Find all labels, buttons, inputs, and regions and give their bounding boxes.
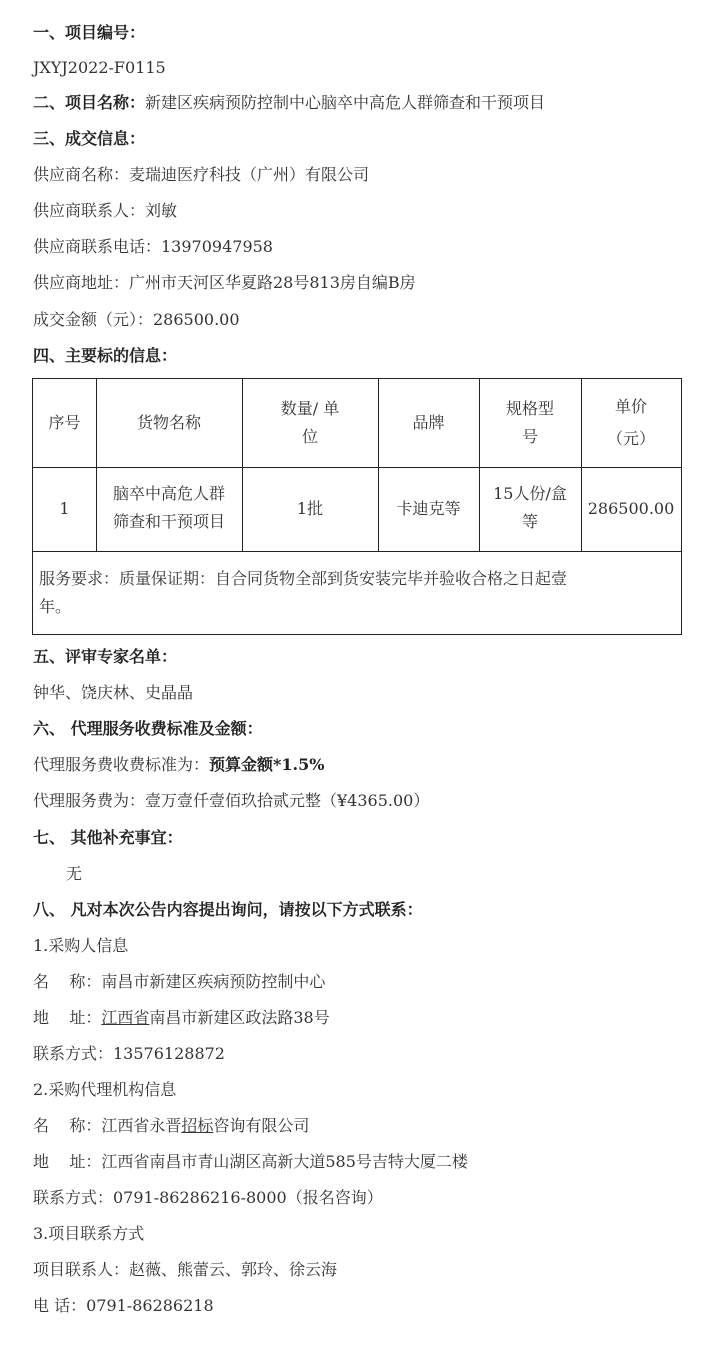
service-line2: 年。	[39, 597, 72, 616]
project-contacts: 项目联系人：赵薇、熊蕾云、郭玲、徐云海	[33, 1260, 338, 1279]
agency-address-value: 江西省南昌市青山湖区高新大道585号吉特大厦二楼	[101, 1152, 468, 1171]
header-qty	[242, 395, 378, 451]
fee-standard-label: 代理服务费收费标准为：	[33, 755, 210, 774]
supplier-name: 供应商名称：麦瑞迪医疗科技（广州）有限公司	[33, 165, 370, 184]
section-3-heading: 三、成交信息：	[33, 129, 146, 148]
fee-standard-value: 预算金额*1.5%	[209, 755, 325, 774]
purchaser-title: 1.采购人信息	[33, 936, 129, 955]
header-brand: 品牌	[412, 413, 445, 432]
agency-name-link[interactable]: 招标	[181, 1116, 214, 1135]
other-matters: 无	[66, 864, 83, 883]
section-4-heading: 四、主要标的信息：	[33, 346, 178, 365]
service-line1: 服务要求：质量保证期：自合同货物全部到货安装完毕并验收合格之日起壹	[39, 569, 568, 588]
section-5-heading: 五、评审专家名单：	[33, 647, 178, 666]
row-seq: 1	[59, 499, 70, 518]
table-divider	[33, 467, 681, 468]
section-1-heading: 一、项目编号：	[33, 23, 146, 42]
row-goods-line2: 筛查和干预项目	[112, 512, 225, 531]
project-number: JXYJ2022-F0115	[33, 58, 166, 77]
agency-name-part2: 咨询有限公司	[213, 1116, 310, 1135]
agency-name-label: 名 称：	[33, 1116, 102, 1135]
section-7-heading: 七、 其他补充事宜：	[33, 828, 183, 847]
agency-name-part1: 江西省永晋	[101, 1116, 182, 1135]
header-spec	[479, 395, 581, 451]
section-8-heading: 八、 凡对本次公告内容提出询问，请按以下方式联系：	[33, 900, 423, 919]
agency-title: 2.采购代理机构信息	[33, 1080, 177, 1099]
header-spec-line2: 号	[521, 427, 538, 446]
purchaser-name-label: 名 称：	[33, 972, 102, 991]
fee-amount: 代理服务费为：壹万壹仟壹佰玖拾贰元整（¥4365.00）	[33, 791, 430, 810]
table-divider	[378, 379, 379, 552]
header-qty-line2: 位	[301, 427, 318, 446]
fee-standard	[33, 754, 324, 776]
section-6-heading: 六、 代理服务收费标准及金额：	[33, 719, 263, 738]
agency-address-label: 地 址：	[33, 1152, 102, 1171]
header-goods: 货物名称	[136, 413, 201, 432]
row-spec	[479, 480, 581, 536]
purchaser-contact: 联系方式：13576128872	[33, 1044, 225, 1063]
row-price: 286500.00	[587, 499, 675, 518]
row-brand: 卡迪克等	[396, 499, 461, 518]
section-2-heading: 二、项目名称：	[33, 93, 146, 112]
agency-name	[33, 1115, 309, 1137]
supplier-contact: 供应商联系人：刘敏	[33, 201, 178, 220]
row-spec-line2: 等	[521, 512, 538, 531]
row-spec-line1: 15人份/盒	[493, 484, 567, 503]
supplier-phone: 供应商联系电话：13970947958	[33, 237, 273, 256]
project-name-line	[33, 92, 545, 114]
row-goods	[96, 480, 242, 536]
table-divider	[33, 551, 681, 552]
supplier-address: 供应商地址：广州市天河区华夏路28号813房自编B房	[33, 273, 416, 292]
header-qty-line1: 数量/ 单	[280, 399, 340, 418]
purchaser-name-value: 南昌市新建区疾病预防控制中心	[101, 972, 326, 991]
header-price	[581, 391, 681, 455]
purchaser-address-link[interactable]: 江西省	[101, 1008, 150, 1027]
deal-amount: 成交金额（元）：286500.00	[33, 310, 240, 329]
purchaser-address-value: 南昌市新建区政法路38号	[149, 1008, 330, 1027]
row-goods-line1: 脑卒中高危人群	[112, 484, 225, 503]
project-phone: 电 话：0791-86286218	[33, 1296, 214, 1315]
purchaser-name	[33, 971, 325, 993]
header-price-line1: 单价	[614, 397, 647, 416]
agency-contact: 联系方式：0791-86286216-8000（报名咨询）	[33, 1188, 383, 1207]
project-name: 新建区疾病预防控制中心脑卒中高危人群筛查和干预项目	[145, 93, 546, 112]
project-contact-title: 3.项目联系方式	[33, 1224, 145, 1243]
expert-list: 钟华、饶庆林、史晶晶	[33, 683, 194, 702]
purchaser-address-label: 地 址：	[33, 1008, 102, 1027]
header-price-line2: （元）	[606, 429, 655, 448]
service-requirement	[39, 565, 673, 621]
items-table	[32, 378, 682, 635]
agency-address	[33, 1151, 468, 1173]
purchaser-address	[33, 1007, 330, 1029]
header-seq: 序号	[48, 413, 81, 432]
row-qty: 1批	[296, 499, 324, 518]
header-spec-line1: 规格型	[505, 399, 554, 418]
